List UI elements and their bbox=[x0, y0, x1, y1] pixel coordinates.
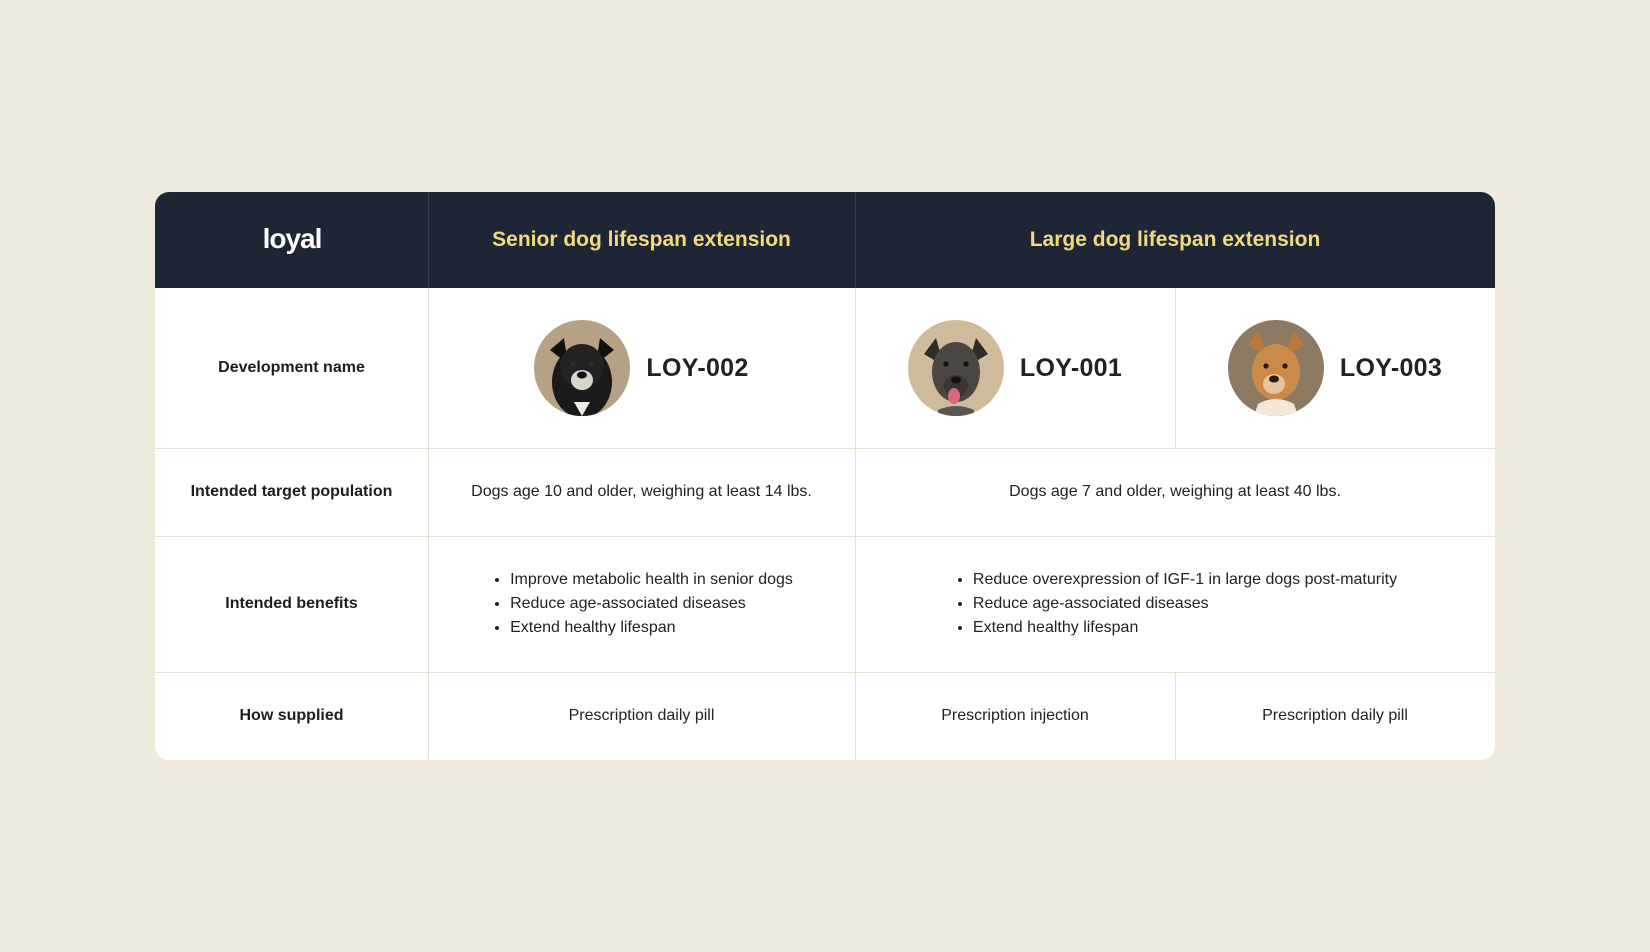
list-item: • Improve metabolic health in senior dogs bbox=[510, 568, 793, 592]
row-divider bbox=[155, 672, 1495, 673]
benefits-list bbox=[490, 568, 793, 640]
header-divider bbox=[855, 192, 856, 288]
benefits-list bbox=[953, 568, 1397, 640]
brand-logo-cell bbox=[155, 192, 428, 288]
product-code: LOY-002 bbox=[646, 353, 749, 382]
column-divider bbox=[428, 288, 429, 760]
column-divider bbox=[1175, 672, 1176, 760]
list-item: • Reduce age-associated diseases bbox=[510, 592, 793, 616]
product-loy-001 bbox=[855, 288, 1175, 448]
population-large: Dogs age 7 and older, weighing at least 40 lbs. bbox=[1009, 483, 1341, 500]
row-label-development-name: Development name bbox=[218, 359, 365, 376]
row-label-benefits: Intended benefits bbox=[225, 595, 358, 612]
population-senior: Dogs age 10 and older, weighing at least 14 lbs. bbox=[471, 483, 812, 500]
header-senior-group: Senior dog lifespan extension bbox=[492, 228, 791, 251]
benefits-large bbox=[855, 536, 1495, 672]
column-divider bbox=[1175, 288, 1176, 448]
row-label-how-supplied: How supplied bbox=[239, 707, 344, 724]
row-divider bbox=[155, 448, 1495, 449]
product-loy-003 bbox=[1175, 288, 1495, 448]
comparison-table bbox=[155, 192, 1495, 760]
product-code: LOY-003 bbox=[1339, 353, 1443, 382]
list-item: • Reduce age-associated diseases bbox=[973, 592, 1397, 616]
supplied-loy-001: Prescription injection bbox=[941, 707, 1089, 724]
dog-avatar-icon bbox=[1228, 320, 1324, 416]
header-divider bbox=[428, 192, 429, 288]
list-item: • Reduce overexpression of IGF-1 in large dogs post-maturity bbox=[973, 568, 1397, 592]
row-label-target-population: Intended target population bbox=[190, 483, 393, 500]
supplied-loy-003: Prescription daily pill bbox=[1262, 707, 1408, 724]
list-item: • Extend healthy lifespan bbox=[973, 616, 1397, 640]
dog-avatar-icon bbox=[908, 320, 1004, 416]
product-code: LOY-001 bbox=[1019, 353, 1123, 382]
product-loy-002 bbox=[428, 288, 855, 448]
svg-text:loyal: loyal bbox=[262, 223, 321, 254]
benefits-senior bbox=[428, 536, 855, 672]
header-large-group: Large dog lifespan extension bbox=[1029, 228, 1321, 251]
loyal-logo bbox=[250, 223, 334, 257]
row-divider bbox=[155, 536, 1495, 537]
list-item: • Extend healthy lifespan bbox=[510, 616, 793, 640]
dog-avatar-icon bbox=[534, 320, 630, 416]
supplied-loy-002: Prescription daily pill bbox=[568, 707, 715, 724]
column-divider bbox=[855, 288, 856, 760]
